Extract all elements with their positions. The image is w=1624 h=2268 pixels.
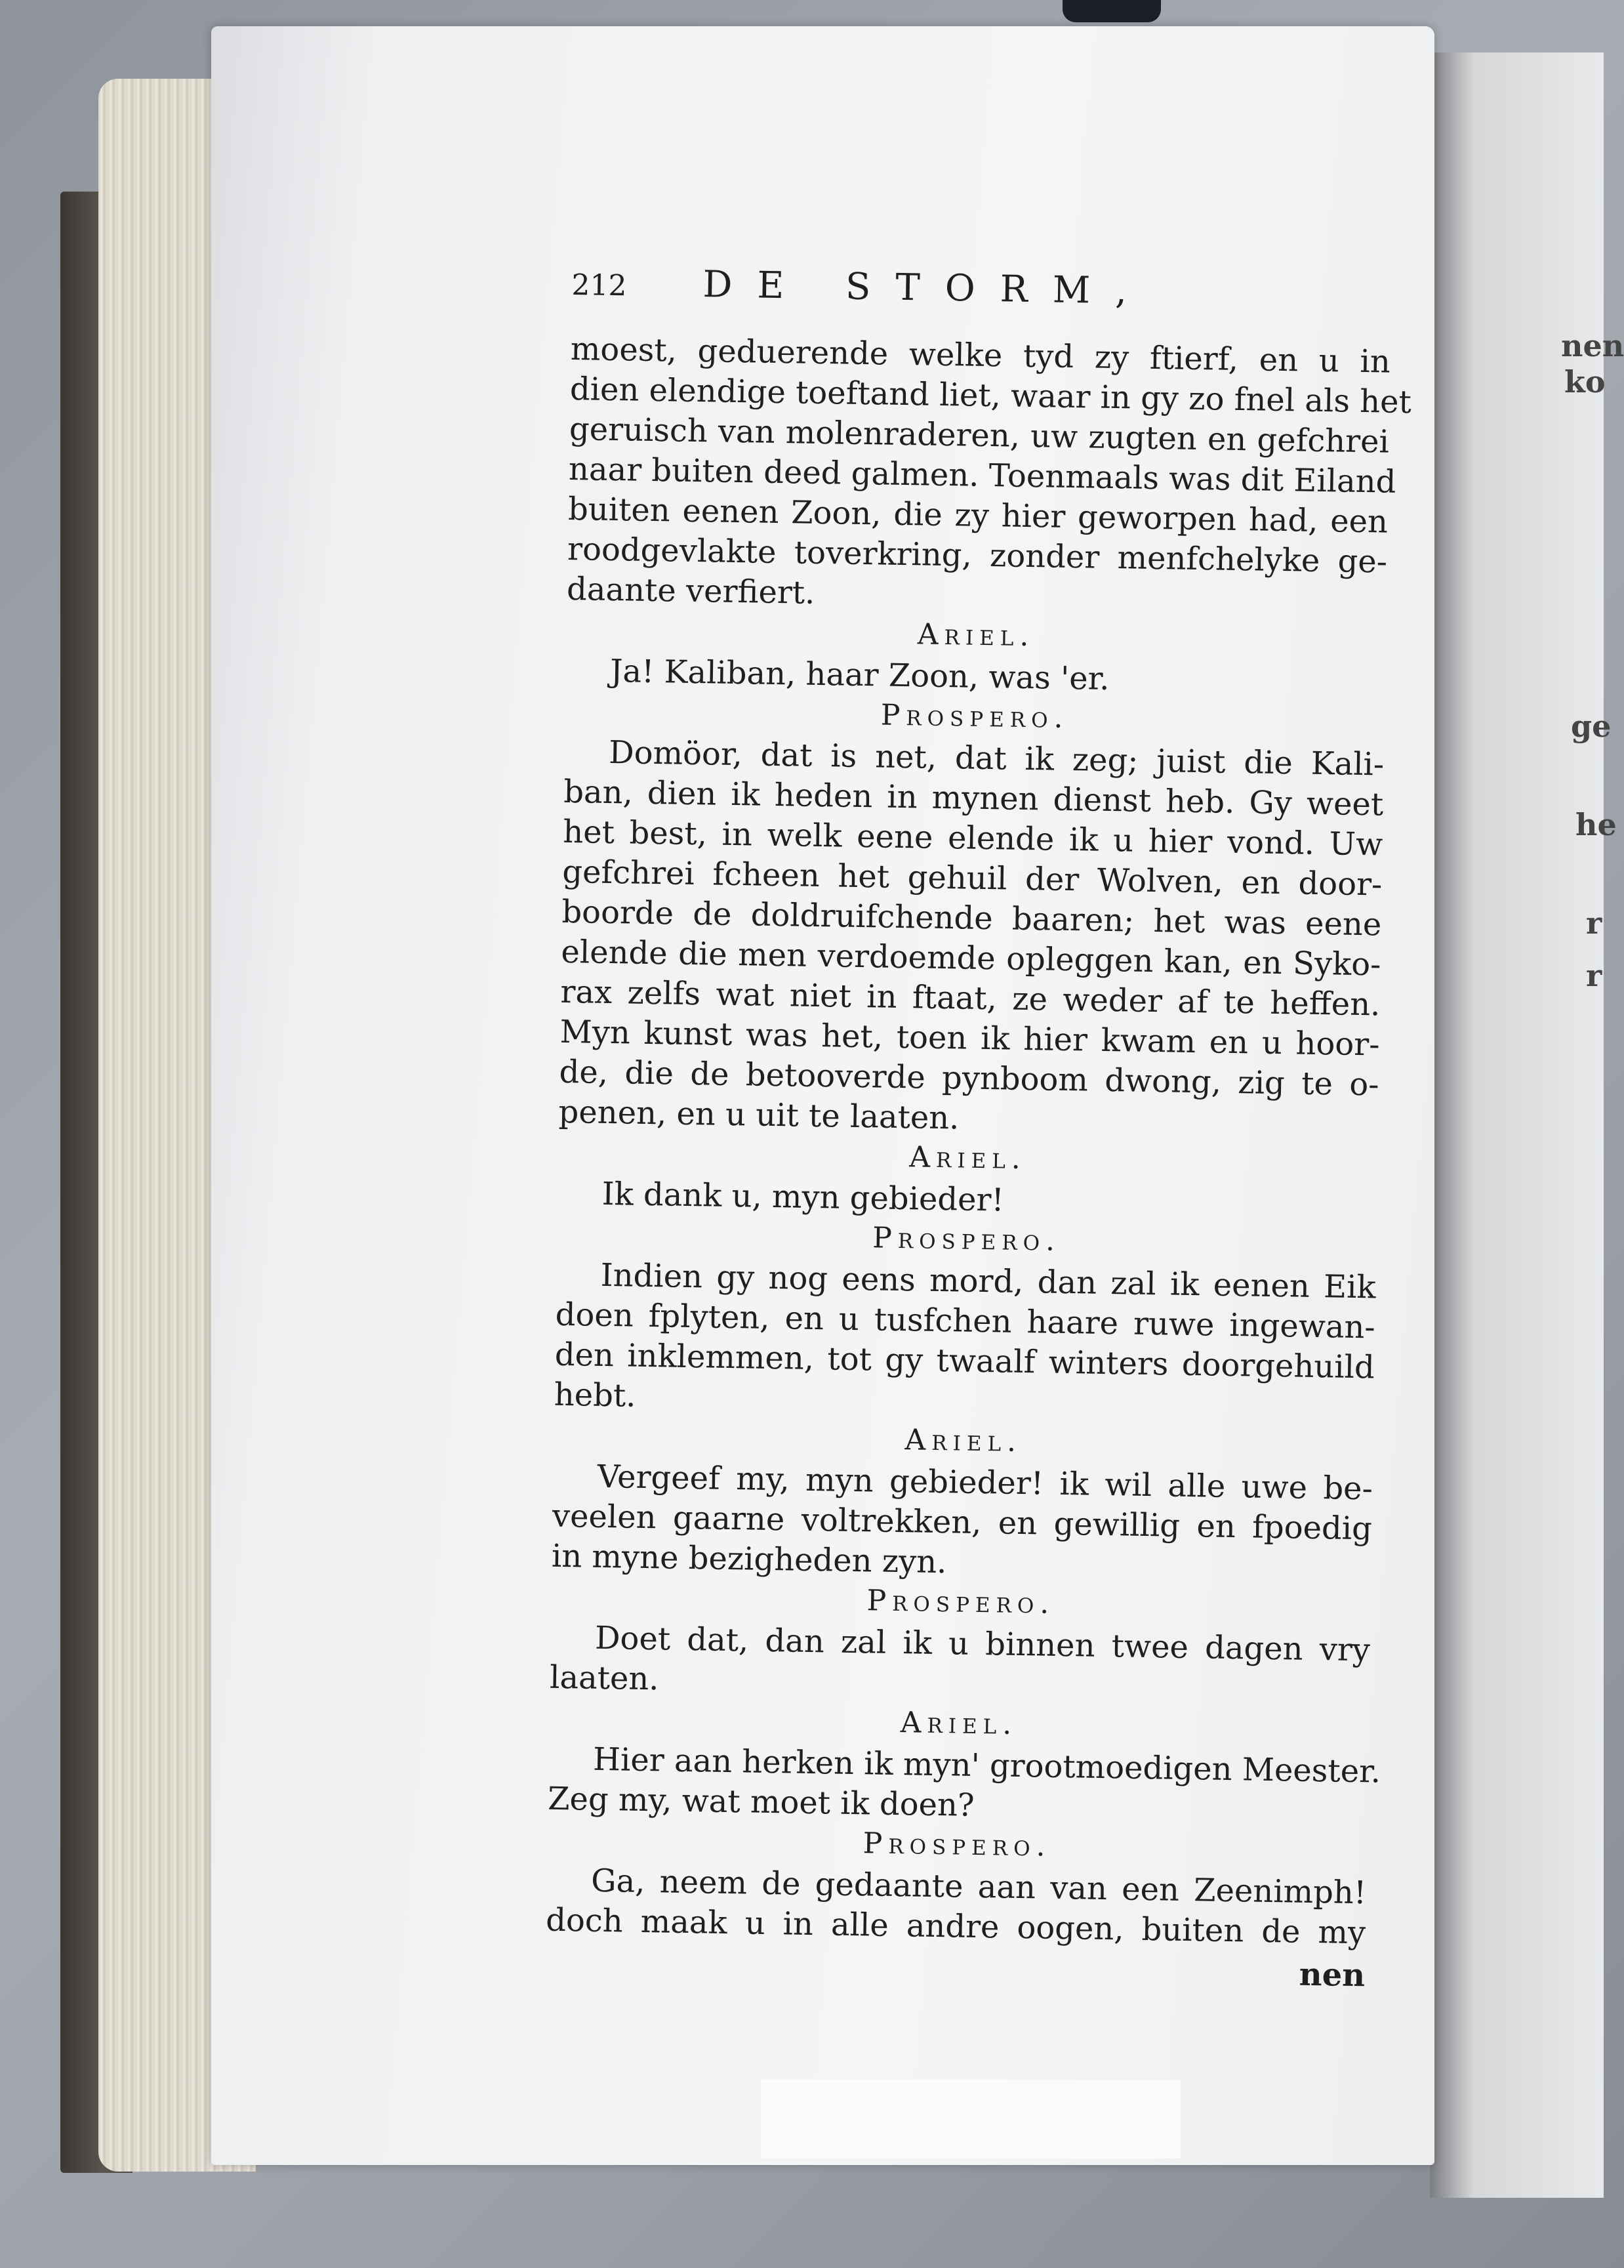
text-line: ban, dien ik heden in mynen dienst heb. Gy weet bbox=[563, 773, 1384, 823]
text-line: den inklemmen, tot gy twaalf winters doorgehuild bbox=[554, 1336, 1375, 1386]
speaker-heading: Ariel. bbox=[900, 1706, 1018, 1741]
text-line: geruisch van molenraderen, uw zugten en gefchrei bbox=[569, 410, 1390, 461]
text-line: Ga, neem de gedaante aan van een Zeenimph! bbox=[590, 1862, 1367, 1912]
speaker-heading: Ariel. bbox=[917, 617, 1035, 653]
facing-page-fragment: he bbox=[1575, 807, 1617, 842]
facing-page-fragment: ge bbox=[1571, 709, 1612, 744]
paragraph bbox=[550, 1618, 1371, 1711]
text-line: naar buiten deed galmen. Toenmaals was dit Eiland bbox=[568, 450, 1396, 501]
text-line: laaten. bbox=[549, 1659, 659, 1698]
facing-page-fragment: ko bbox=[1564, 364, 1606, 400]
text-line: dien elendige toeftand liet, waar in gy zo fnel als het bbox=[569, 370, 1412, 421]
text-line: Zeg my, wat moet ik doen? bbox=[547, 1780, 975, 1824]
text-line: de, die de betooverde pynboom dwong, zig te o- bbox=[559, 1053, 1379, 1103]
text-line: daante verfiert. bbox=[566, 570, 815, 611]
text-line: gefchrei fcheen het gehuil der Wolven, en door- bbox=[561, 853, 1383, 903]
text-line: Doet dat, dan zal ik u binnen twee dagen vry bbox=[594, 1619, 1371, 1669]
facing-page-fragment: nen bbox=[1561, 328, 1624, 363]
speaker-heading: Prospero. bbox=[872, 1221, 1061, 1258]
bookmark-ribbon bbox=[1063, 0, 1161, 22]
text-line: Hier aan herken ik myn' grootmoedigen Meester. bbox=[592, 1741, 1381, 1790]
facing-page bbox=[1430, 52, 1624, 2198]
text-line: Indien gy nog eens mord, dan zal ik eenen Eik bbox=[600, 1256, 1377, 1306]
text-line: Vergeef my, myn gebieder! ik wil alle uwe be- bbox=[597, 1458, 1373, 1508]
text-line: doen fplyten, en u tusfchen haare ruwe ingewan- bbox=[555, 1296, 1376, 1346]
text-line: Ja! Kaliban, haar Zoon, was 'er. bbox=[609, 652, 1110, 697]
paragraph bbox=[552, 1456, 1373, 1590]
text-line: veelen gaarne voltrekken, en gewillig en fpoedig bbox=[552, 1497, 1373, 1548]
text-line: doch maak u in alle andre oogen, buiten de my bbox=[545, 1901, 1366, 1952]
paragraph bbox=[554, 1255, 1376, 1428]
speaker-heading: Prospero. bbox=[863, 1826, 1051, 1863]
text-line: Myn kunst was het, toen ik hier kwam en u hoor- bbox=[559, 1013, 1380, 1063]
paragraph bbox=[558, 732, 1384, 1145]
paragraph bbox=[566, 329, 1412, 623]
running-head bbox=[571, 262, 1392, 335]
text-line: in myne bezigheden zyn. bbox=[551, 1537, 947, 1581]
paragraph bbox=[546, 1861, 1367, 1954]
text-line: buiten eenen Zoon, die zy hier geworpen had, een bbox=[567, 490, 1389, 541]
text-line: het best, in welk eene elende ik u hier vond. Uw bbox=[562, 813, 1383, 863]
text-line: boorde de doldruifchende baaren; het was eene bbox=[561, 893, 1382, 943]
text-line: elende die men verdoemde opleggen kan, en Syko- bbox=[561, 933, 1381, 983]
text-line: Domöor, dat is net, dat ik zeg; juist die Kali- bbox=[608, 733, 1385, 783]
speaker-heading: Prospero. bbox=[880, 698, 1069, 735]
text-line: rax zelfs wat niet in ftaat, ze weder af te heffen. bbox=[560, 973, 1381, 1023]
page-number: 212 bbox=[571, 268, 627, 303]
page-text bbox=[545, 262, 1412, 1996]
speaker-heading: Ariel. bbox=[904, 1423, 1023, 1458]
facing-page-fragment: r bbox=[1586, 905, 1602, 941]
text-line: penen, en u uit te laaten. bbox=[558, 1093, 960, 1137]
facing-page-fragment: r bbox=[1586, 958, 1602, 993]
speaker-heading: Prospero. bbox=[866, 1584, 1055, 1620]
text-line: hebt. bbox=[554, 1376, 636, 1414]
text-line: moest, geduerende welke tyd zy ftierf, en u in bbox=[570, 330, 1391, 381]
paragraph bbox=[547, 1739, 1381, 1832]
catchword: nen bbox=[1299, 1956, 1366, 1994]
speaker-heading: Ariel. bbox=[908, 1140, 1027, 1176]
running-title: DE STORM, bbox=[702, 263, 1152, 313]
text-line: Ik dank u, myn gebieder! bbox=[601, 1175, 1005, 1219]
page-bottom-highlight bbox=[761, 2080, 1181, 2158]
text-line: roodgevlakte toverkring, zonder menfchelyke ge- bbox=[567, 530, 1388, 581]
